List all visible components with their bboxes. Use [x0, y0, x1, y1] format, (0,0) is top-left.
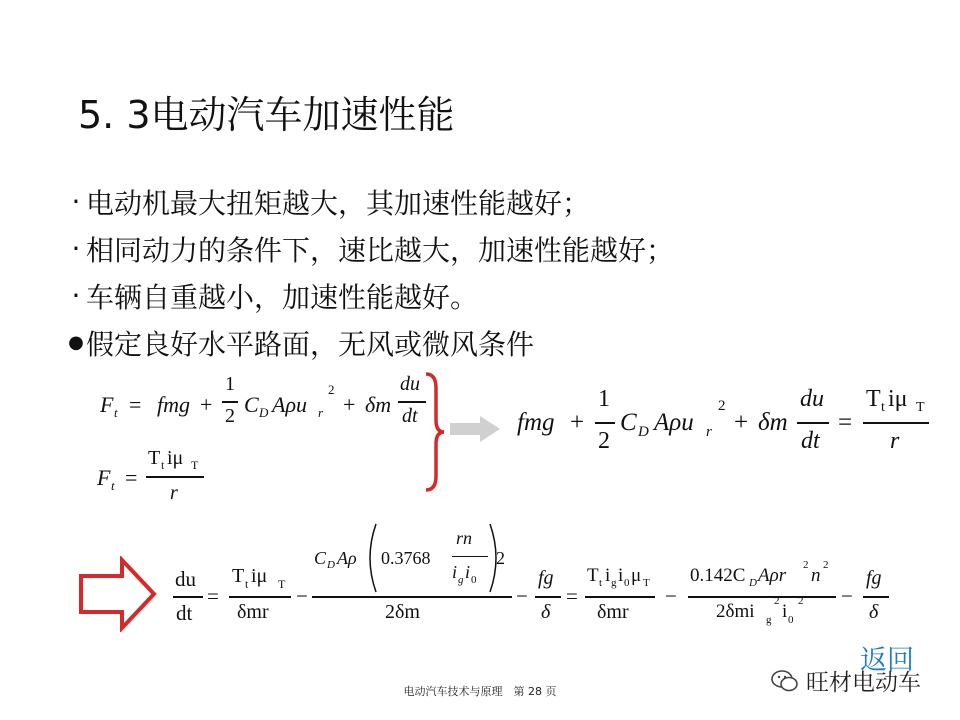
eq4-du: du — [175, 567, 196, 591]
eq3-T: T — [866, 386, 881, 412]
eq4-delta: δ — [541, 601, 551, 623]
eq2-t-sub: t — [111, 478, 115, 493]
eq4-frac-bar3 — [452, 556, 488, 557]
eq4-equals2: = — [566, 584, 578, 608]
page-footer: 电动汽车技术与原理 第 28 页 — [403, 685, 557, 698]
eq4-imu: iμ — [251, 565, 268, 587]
eq4-i0: i — [465, 562, 471, 582]
bullet-text: 假定良好水平路面，无风或微风条件 — [86, 327, 535, 361]
eq1-one: 1 — [225, 373, 235, 395]
eq3-one: 1 — [598, 386, 610, 412]
eq4-arho: Aρ — [337, 548, 357, 568]
eq4b-g-sq: 2 — [774, 595, 780, 607]
eq1-frac-bar — [222, 401, 238, 403]
eq4b-g-sub: g — [611, 577, 617, 589]
eq3-sq: 2 — [718, 398, 726, 414]
eq4-frac-bar5 — [535, 596, 561, 598]
eq4b-const: 0.142C — [690, 565, 746, 586]
bullet-list — [66, 178, 674, 366]
eq3-r: r — [890, 428, 900, 454]
eq1-fmg: fmg — [157, 392, 190, 417]
eq2-imu: iμ — [167, 447, 184, 469]
eq4b-zero-sub: 0 — [624, 577, 630, 589]
bullet-item — [66, 225, 674, 272]
eq3-dt: dt — [801, 428, 820, 454]
eq4b-i0: i — [782, 601, 788, 622]
eq4b-minus: − — [665, 584, 677, 608]
eq4-D-sub: D — [327, 559, 335, 571]
eq3-imu: iμ — [888, 386, 908, 412]
eq4-rn: rn — [456, 528, 473, 548]
eq4-T-sub: T — [278, 577, 286, 591]
eq4-C: C — [314, 548, 327, 568]
eq4-minus2: − — [516, 584, 528, 608]
eq1-dt: dt — [402, 405, 418, 427]
eq2-equals: = — [125, 465, 138, 490]
eq4-equals: = — [207, 584, 219, 608]
bullet-marker: · — [71, 185, 81, 218]
eq1-plus: + — [200, 392, 213, 417]
eq1-arhou: Aρu — [272, 392, 307, 417]
eq3-D-sub: D — [638, 424, 649, 440]
watermark-text: 旺材电动车 — [806, 670, 921, 696]
eq1-equals: = — [129, 392, 142, 417]
arrow-right-icon — [450, 414, 502, 444]
eq4b-t-sub: t — [599, 577, 603, 589]
eq4b-2dmi: 2δmi — [716, 601, 755, 622]
eq4b-dmr: δmr — [597, 601, 629, 623]
bullet-marker: · — [71, 232, 81, 265]
eq3-plus2: + — [734, 409, 749, 436]
eq4-g-sub: g — [458, 574, 464, 586]
eq4b-n: n — [811, 565, 821, 586]
eq3-fmg: fmg — [517, 409, 555, 436]
eq2-t-sub2: t — [161, 458, 165, 472]
eq1-F: F — [100, 392, 114, 417]
eq1-r-sub: r — [318, 405, 324, 420]
bullet-item — [66, 319, 674, 366]
eq4-zero-sub: 0 — [471, 574, 477, 586]
eq2-frac-bar — [146, 476, 204, 478]
eq4-T: T — [232, 565, 245, 587]
eq4-frac-bar4 — [312, 596, 512, 598]
eq3-C: C — [620, 409, 637, 436]
eq3-two: 2 — [598, 428, 610, 454]
eq4b-n-sq: 2 — [823, 559, 829, 571]
outline-arrow-icon — [78, 556, 158, 632]
eq4b-frac-bar — [585, 596, 655, 598]
eq4b-fg: fg — [866, 567, 882, 589]
eq4b-frac-bar2 — [688, 596, 836, 598]
slide-title: 5. 3电动汽车加速性能 — [78, 93, 455, 137]
eq4b-arhor: Aρr — [758, 565, 787, 586]
bullet-marker: ● — [68, 332, 84, 353]
eq4b-g-sub2: g — [766, 614, 772, 626]
eq1-du: du — [400, 373, 420, 395]
eq4-const: 0.3768 — [381, 548, 431, 568]
eq4-frac-bar — [173, 596, 203, 598]
eq3-t-sub: t — [881, 400, 885, 415]
eq4-dt: dt — [176, 601, 193, 625]
bullet-text: 车辆自重越小，加速性能越好。 — [86, 280, 479, 314]
eq4-minus: − — [296, 584, 308, 608]
bullet-text: 电动机最大扭矩越大，其加速性能越好； — [86, 186, 591, 220]
eq2-T-sub: T — [191, 458, 199, 472]
eq2-F: F — [97, 465, 111, 490]
bullet-item — [66, 272, 674, 319]
eq4b-zero-sub2: 0 — [788, 614, 794, 626]
eq3-T-sub: T — [916, 400, 925, 415]
eq4b-delta: δ — [869, 601, 879, 623]
eq4-frac-bar2 — [229, 596, 291, 598]
eq4-ig: i — [452, 562, 458, 582]
return-link[interactable]: 返回 — [860, 645, 914, 676]
eq3-delta-m: δm — [758, 409, 788, 436]
eq1-two: 2 — [225, 405, 235, 427]
eq4b-T-sub: T — [643, 577, 650, 589]
eq4-t-sub: t — [245, 577, 249, 591]
eq1-C: C — [244, 392, 259, 417]
eq3-du: du — [800, 386, 824, 412]
eq3-plus: + — [570, 409, 585, 436]
eq1-t-sub: t — [114, 405, 118, 420]
eq3-frac-bar2 — [797, 422, 829, 424]
eq3-r-sub: r — [706, 424, 712, 440]
eq3-frac-bar — [595, 422, 615, 424]
eq4b-T: T — [587, 565, 599, 586]
eq4b-i0: i — [618, 565, 624, 586]
eq1-D-sub: D — [259, 405, 269, 420]
eq1-delta-m: δm — [365, 392, 392, 417]
bullet-text: 相同动力的条件下，速比越大，加速性能越好； — [86, 233, 675, 267]
eq1-plus2: + — [343, 392, 356, 417]
eq3-equals: = — [838, 409, 853, 436]
bullet-marker: · — [71, 279, 81, 312]
bullet-item — [66, 178, 674, 225]
eq4b-r-sq: 2 — [803, 559, 809, 571]
eq3-arhou: Aρu — [654, 409, 694, 436]
eq2-r: r — [170, 482, 178, 504]
eq4b-minus2: − — [841, 584, 853, 608]
eq4b-mu: μ — [631, 565, 642, 586]
eq4b-i0-sq: 2 — [798, 595, 804, 607]
eq1-sq: 2 — [328, 382, 335, 397]
eq4b-i: i — [605, 565, 611, 586]
eq4-2dm: 2δm — [385, 601, 420, 623]
eq2-T: T — [148, 447, 161, 469]
brace-icon — [420, 370, 450, 495]
eq4-dmr: δmr — [237, 601, 269, 623]
eq4b-frac-bar3 — [863, 596, 889, 598]
eq4-fg: fg — [538, 567, 554, 589]
eq4-sq: 2 — [496, 548, 505, 568]
eq4b-D-sub: D — [749, 577, 757, 589]
eq3-frac-bar3 — [863, 422, 929, 424]
